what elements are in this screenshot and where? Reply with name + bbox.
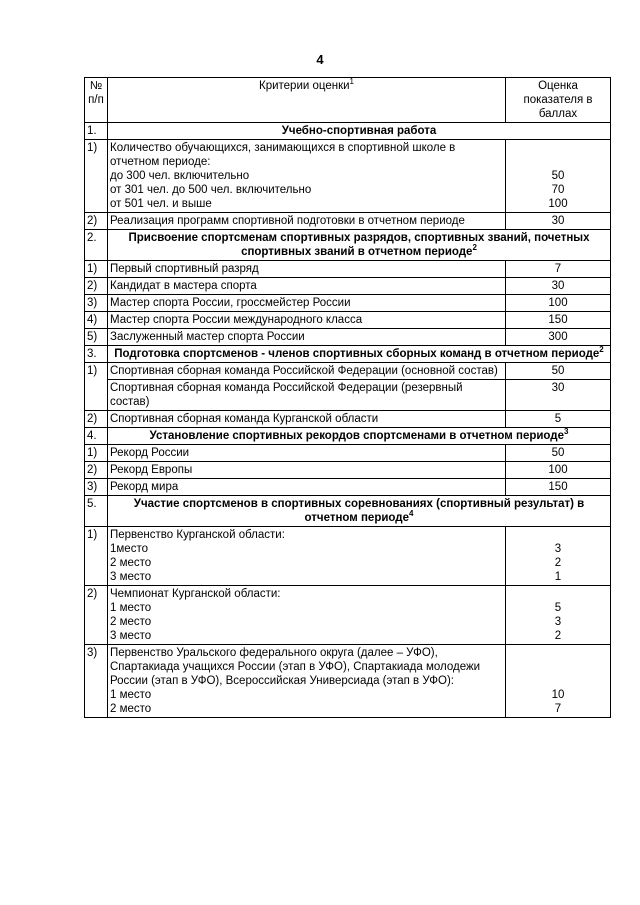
criteria-table (84, 77, 611, 718)
row-score: 3 2 1 (506, 527, 611, 586)
row-num: 4) (85, 312, 108, 329)
row-criteria: Мастер спорта России международного класса (108, 312, 506, 329)
section-row (85, 346, 611, 363)
row-score: 100 (506, 295, 611, 312)
header-num: № п/п (85, 78, 108, 123)
row-num: 1) (85, 363, 108, 411)
row-num: 1) (85, 140, 108, 213)
row-score: 150 (506, 312, 611, 329)
section-title: Учебно-спортивная работа (108, 123, 611, 140)
row-score: 5 (506, 411, 611, 428)
row-criteria: Мастер спорта России, гроссмейстер России (108, 295, 506, 312)
table-row (85, 479, 611, 496)
table-row (85, 380, 611, 411)
table-header-row (85, 78, 611, 123)
row-num: 3) (85, 645, 108, 718)
section-num: 3. (85, 346, 108, 363)
table-row (85, 645, 611, 718)
table-row (85, 213, 611, 230)
row-score: 150 (506, 479, 611, 496)
row-criteria: Рекорд мира (108, 479, 506, 496)
section-row (85, 230, 611, 261)
footnote-mark: 3 (564, 427, 569, 437)
section-num: 2. (85, 230, 108, 261)
table-row (85, 312, 611, 329)
table-row (85, 527, 611, 586)
row-score: 50 (506, 445, 611, 462)
section-title: Присвоение спортсменам спортивных разрядов, спортивных званий, почетных спортивных званий в отчетном периоде$^2$ (108, 230, 611, 261)
section-num: 4. (85, 428, 108, 445)
row-criteria: Первенство Уральского федерального округа (далее – УФО), Спартакиада учащихся России (этап в УФО), Спартакиада молодежи России (этап в УФО), Всероссийская Универсиада (этап в УФО): 1 место 2 место (108, 645, 506, 718)
row-num: 3) (85, 295, 108, 312)
row-criteria: Рекорд России (108, 445, 506, 462)
row-score: 50 (506, 363, 611, 380)
table-row (85, 295, 611, 312)
table-row (85, 462, 611, 479)
table-row (85, 329, 611, 346)
table-row (85, 445, 611, 462)
row-score: 100 (506, 462, 611, 479)
footnote-mark: 1 (349, 77, 354, 87)
row-num: 1) (85, 527, 108, 586)
section-row (85, 123, 611, 140)
footnote-mark: 4 (409, 509, 414, 519)
row-criteria: Заслуженный мастер спорта России (108, 329, 506, 346)
header-score: Оценка показателя в баллах (506, 78, 611, 123)
row-score: 10 7 (506, 645, 611, 718)
page-number: 4 (316, 52, 324, 67)
row-criteria: Рекорд Европы (108, 462, 506, 479)
table-row (85, 411, 611, 428)
table-row (85, 140, 611, 213)
row-num: 1) (85, 261, 108, 278)
header-criteria: Критерии оценки$^1$ (108, 78, 506, 123)
row-num: 5) (85, 329, 108, 346)
footnote-mark: 2 (472, 243, 477, 253)
row-num: 2) (85, 213, 108, 230)
row-criteria: Спортивная сборная команда Российской Федерации (резервный состав) (108, 380, 506, 411)
row-num: 2) (85, 586, 108, 645)
row-criteria: Спортивная сборная команда Российской Федерации (основной состав) (108, 363, 506, 380)
section-num: 5. (85, 496, 108, 527)
row-score: 30 (506, 213, 611, 230)
row-score: 5 3 2 (506, 586, 611, 645)
table-row (85, 278, 611, 295)
row-criteria: Первенство Курганской области: 1место 2 место 3 место (108, 527, 506, 586)
section-title: Установление спортивных рекордов спортсменами в отчетном периоде$^3$ (108, 428, 611, 445)
table-row (85, 363, 611, 380)
row-num: 3) (85, 479, 108, 496)
row-criteria: Кандидат в мастера спорта (108, 278, 506, 295)
section-row (85, 496, 611, 527)
row-num: 2) (85, 278, 108, 295)
section-title: Подготовка спортсменов - членов спортивных сборных команд в отчетном периоде$^2$ (108, 346, 611, 363)
footnote-mark: 2 (599, 345, 604, 355)
row-criteria: Количество обучающихся, занимающихся в спортивной школе в отчетном периоде: до 300 чел. включительно от 301 чел. до 500 чел. включительно от 501 чел. и выше (108, 140, 506, 213)
section-num: 1. (85, 123, 108, 140)
row-criteria: Спортивная сборная команда Курганской области (108, 411, 506, 428)
row-score: 7 (506, 261, 611, 278)
section-row (85, 428, 611, 445)
row-score: 50 70 100 (506, 140, 611, 213)
row-num: 2) (85, 462, 108, 479)
row-score: 30 (506, 278, 611, 295)
section-title: Участие спортсменов в спортивных соревнованиях (спортивный результат) в отчетном периоде$^4$ (108, 496, 611, 527)
row-num: 2) (85, 411, 108, 428)
row-score: 30 (506, 380, 611, 411)
table-row (85, 261, 611, 278)
row-num: 1) (85, 445, 108, 462)
row-score: 300 (506, 329, 611, 346)
row-criteria: Реализация программ спортивной подготовки в отчетном периоде (108, 213, 506, 230)
row-criteria: Первый спортивный разряд (108, 261, 506, 278)
table-row (85, 586, 611, 645)
row-criteria: Чемпионат Курганской области: 1 место 2 место 3 место (108, 586, 506, 645)
